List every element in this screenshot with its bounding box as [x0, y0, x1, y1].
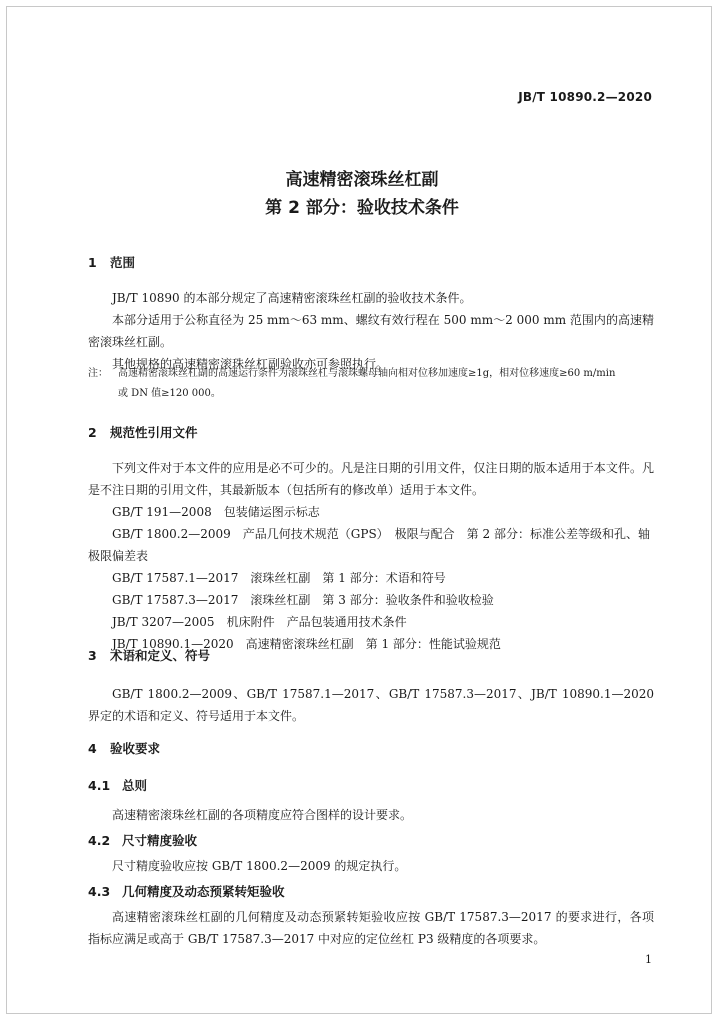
note-text-line2: 或 DN 值≥120 000。	[118, 388, 221, 399]
paragraph: 其他规格的高速精密滚珠丝杠副验收亦可参照执行。	[112, 357, 389, 371]
document-subtitle: 第 2 部分：验收技术条件	[265, 198, 459, 218]
reference-item: GB/T 1800.2—2009 产品几何技术规范（GPS） 极限与配合 第 2 部分：标准公差等级和孔、轴极限偏差表	[88, 527, 650, 563]
standard-number: JB/T 10890.2—2020	[518, 90, 652, 104]
paragraph: 本部分适用于公称直径为 25 mm～63 mm、螺纹有效行程在 500 mm～2 000 mm 范围内的高速精密滚珠丝杠副。	[88, 313, 654, 349]
subsection-number: 4.1	[88, 778, 111, 793]
section-number: 1	[88, 255, 97, 270]
note-label: 注：	[88, 368, 108, 379]
section-number: 3	[88, 648, 97, 663]
section-title: 规范性引用文件	[110, 425, 198, 440]
document-title: 高速精密滚珠丝杠副	[285, 170, 439, 190]
paragraph: 高速精密滚珠丝杠副的几何精度及动态预紧转矩验收应按 GB/T 17587.3—2017 的要求进行，各项指标应满足或高于 GB/T 17587.3—2017 中对应的定位丝杠 P3 级精度的各项要求。	[88, 910, 654, 946]
subsection-heading-4-2	[88, 833, 197, 849]
paragraph: 下列文件对于本文件的应用是必不可少的。凡是注日期的引用文件，仅注日期的版本适用于本文件。凡是不注日期的引用文件，其最新版本（包括所有的修改单）适用于本文件。	[88, 461, 654, 497]
section-title: 范围	[110, 255, 136, 270]
reference-item: GB/T 17587.3—2017 滚珠丝杠副 第 3 部分：验收条件和验收检验	[112, 593, 494, 607]
section-heading-3	[88, 648, 210, 664]
paragraph: JB/T 10890 的本部分规定了高速精密滚珠丝杠副的验收技术条件。	[112, 291, 472, 305]
section-number: 4	[88, 741, 97, 756]
subsection-number: 4.3	[88, 884, 111, 899]
subsection-number: 4.2	[88, 833, 111, 848]
page-number: 1	[645, 953, 652, 966]
paragraph: 尺寸精度验收应按 GB/T 1800.2—2009 的规定执行。	[112, 859, 407, 873]
section-heading-4	[88, 741, 160, 757]
subsection-title: 总则	[122, 778, 148, 793]
reference-item: GB/T 17587.1—2017 滚珠丝杠副 第 1 部分：术语和符号	[112, 571, 446, 585]
section-heading-2	[88, 425, 198, 441]
subsection-title: 尺寸精度验收	[122, 833, 198, 848]
subsection-title: 几何精度及动态预紧转矩验收	[122, 884, 285, 899]
section-title: 术语和定义、符号	[110, 648, 211, 663]
reference-item: JB/T 3207—2005 机床附件 产品包装通用技术条件	[112, 615, 407, 629]
subsection-heading-4-1	[88, 778, 147, 794]
section-number: 2	[88, 425, 97, 440]
subsection-heading-4-3	[88, 884, 285, 900]
paragraph: 高速精密滚珠丝杠副的各项精度应符合图样的设计要求。	[112, 808, 413, 822]
note-text-line1: 高速精密滚珠丝杠副的高速运行条件为滚珠丝杠与滚珠螺母轴向相对位移加速度≥1g，相对位移速度≥60 m/min	[118, 368, 616, 379]
note-body	[88, 364, 654, 404]
reference-item: JB/T 10890.1—2020 高速精密滚珠丝杠副 第 1 部分：性能试验规范	[112, 637, 501, 651]
section-heading-1	[88, 255, 135, 271]
reference-item: GB/T 191—2008 包装储运图示标志	[112, 505, 320, 519]
section-title: 验收要求	[110, 741, 161, 756]
paragraph: GB/T 1800.2—2009、GB/T 17587.1—2017、GB/T 17587.3—2017、JB/T 10890.1—2020 界定的术语和定义、符号适用于本文件。	[88, 687, 654, 723]
